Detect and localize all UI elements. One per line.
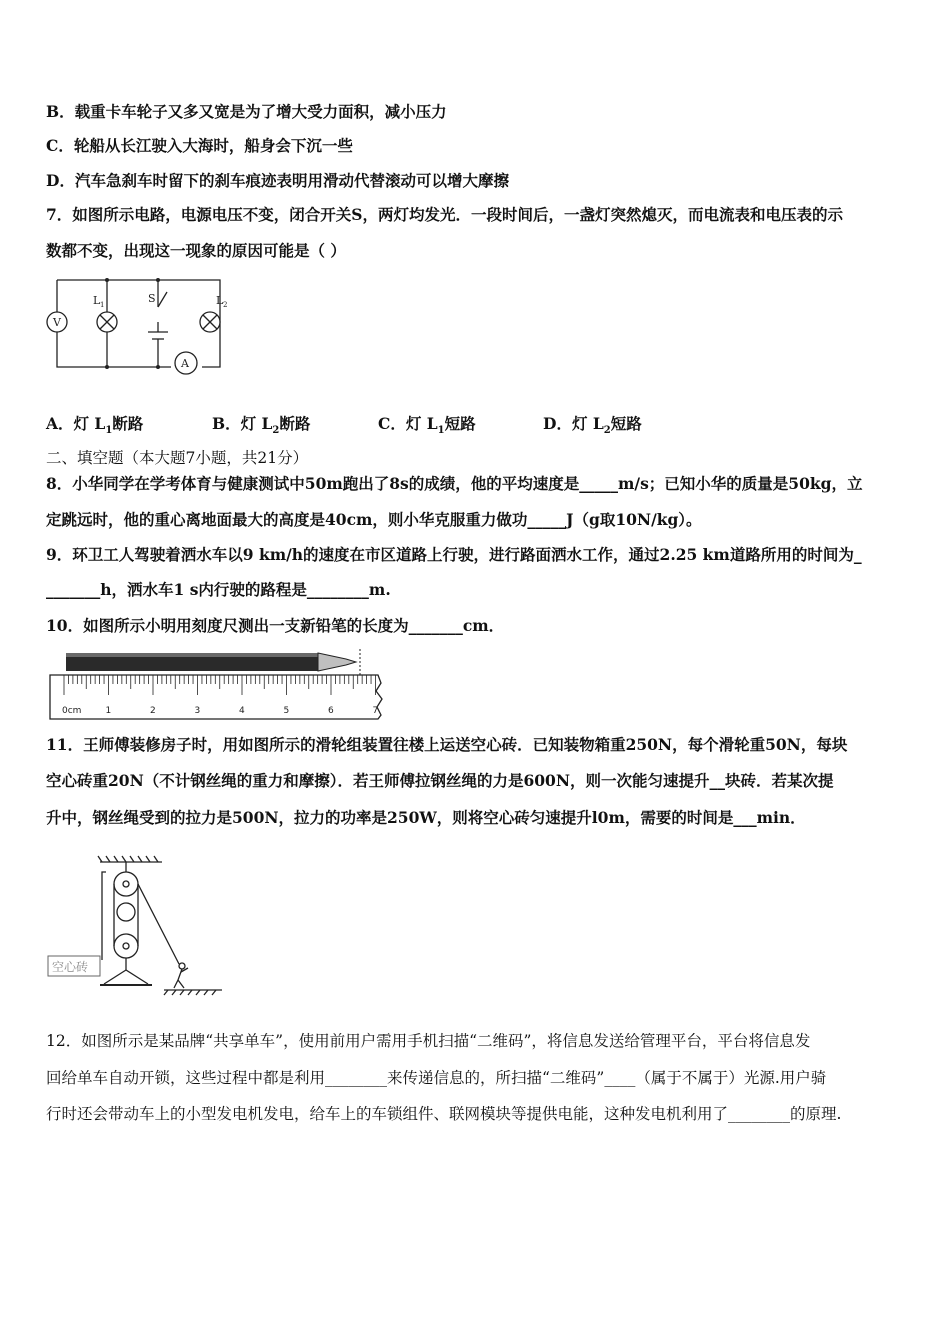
q9-stem-line2: _______h，洒水车1 s内行驶的路程是________m. <box>46 580 391 599</box>
q12-stem-line1: 12．如图所示是某品牌“共享单车”，使用前用户需用手机扫描“二维码”，将信息发送给管理平台，平台将信息发 <box>46 1032 811 1050</box>
ruler-label: 4 <box>239 706 245 716</box>
svg-text:V: V <box>53 316 61 329</box>
q10-stem: 10．如图所示小明用刻度尺测出一支新铅笔的长度为_______cm． <box>46 616 505 635</box>
q7-stem-line2: 数都不变，出现这一现象的原因可能是（ ） <box>46 241 346 260</box>
q12-stem-line2: 回给单车自动开锁，这些过程中都是利用________来传递信息的，所扫描“二维码”____（属于不属于）光源.用户骑 <box>46 1069 827 1087</box>
ruler-label: 6 <box>328 706 334 716</box>
q6-option-b: B．载重卡车轮子又多又宽是为了增大受力面积，减小压力 <box>46 102 447 121</box>
svg-text:1: 1 <box>100 301 105 309</box>
svg-text:A: A <box>181 357 189 370</box>
ruler-label: 1 <box>105 706 112 716</box>
q11-pulley-figure <box>44 852 224 997</box>
q10-ruler-figure <box>48 645 393 723</box>
section-heading: 二、填空题（本大题7小题，共21分） <box>46 449 309 467</box>
q12-stem-line3: 行时还会带动车上的小型发电机发电，给车上的车锁组件、联网模块等提供电能，这种发电机利用了________的原理. <box>46 1105 842 1123</box>
q11-stem-line1: 11．王师傅装修房子时，用如图所示的滑轮组装置往楼上运送空心砖．已知装物箱重250N，每个滑轮重50N，每块 <box>46 735 848 754</box>
ruler-label: 7 <box>372 706 379 716</box>
svg-text:S: S <box>148 292 156 305</box>
q7-option-a: A．灯 $L_1$断路 <box>46 414 144 437</box>
svg-text:L: L <box>216 294 224 307</box>
q7-stem-line1: 7．如图所示电路，电源电压不变，闭合开关S，两灯均发光．一段时间后，一盏灯突然熄灭，而电流表和电压表的示 <box>46 205 843 224</box>
q8-stem-line2: 定跳远时，他的重心离地面最大的高度是40cm，则小华克服重力做功_____J（g取10N/kg）。 <box>46 510 702 529</box>
q11-stem-line3: 升中，钢丝绳受到的拉力是500N，拉力的功率是250W，则将空心砖匀速提升l0m，需要的时间是___min． <box>46 808 806 827</box>
svg-text:空心砖: 空心砖 <box>52 960 89 974</box>
q11-stem-line2: 空心砖重20N（不计钢丝绳的重力和摩擦）．若王师傅拉钢丝绳的力是600N，则一次能匀速提升__块砖．若某次提 <box>46 771 834 790</box>
ruler-label: 5 <box>283 706 290 716</box>
ruler-label: 0cm <box>62 706 82 716</box>
q6-option-d: D．汽车急刹车时留下的刹车痕迹表明用滑动代替滚动可以增大摩擦 <box>46 171 509 190</box>
q6-option-c: C．轮船从长江驶入大海时，船身会下沉一些 <box>46 136 353 155</box>
svg-text:2: 2 <box>223 301 228 309</box>
ruler-label: 2 <box>150 706 156 716</box>
q9-stem-line1: 9．环卫工人驾驶着洒水车以9 km/h的速度在市区道路上行驶，进行路面洒水工作，通过2.25 km道路所用的时间为_ <box>46 545 862 564</box>
q7-circuit-diagram <box>40 272 240 380</box>
q7-option-c: C．灯 $L_1$短路 <box>378 414 476 437</box>
ruler-label: 3 <box>194 706 201 716</box>
q7-option-d: D．灯 $L_2$短路 <box>543 414 642 437</box>
q8-stem-line1: 8．小华同学在学考体育与健康测试中50m跑出了8s的成绩，他的平均速度是_____m/s；已知小华的质量是50kg，立 <box>46 474 863 493</box>
q7-option-b: B．灯 $L_2$断路 <box>212 414 311 437</box>
svg-text:L: L <box>93 294 101 307</box>
